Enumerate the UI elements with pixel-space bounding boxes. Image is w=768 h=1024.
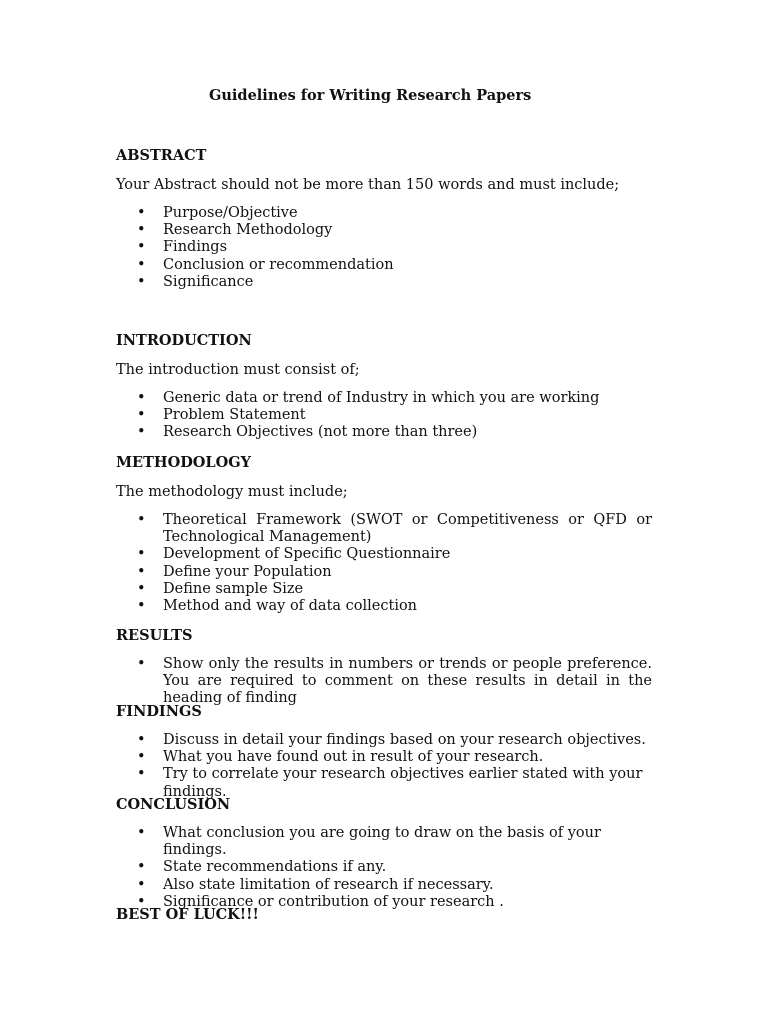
bullet-icon: • xyxy=(137,256,146,273)
list-item xyxy=(116,424,652,441)
list-item xyxy=(116,407,652,424)
bullet-icon: • xyxy=(137,580,146,597)
bullet-icon: • xyxy=(137,273,146,290)
section-heading-results: RESULTS xyxy=(116,627,193,644)
introduction-intro-text: The introduction must consist of; xyxy=(116,362,360,378)
list-item xyxy=(116,732,652,749)
list-item-text: Significance xyxy=(163,273,254,290)
list-item xyxy=(116,257,652,274)
list-item-text: Also state limitation of research if necessary. xyxy=(163,876,494,893)
bullet-icon: • xyxy=(137,407,146,424)
list-item xyxy=(116,546,652,563)
list-item-text: Purpose/Objective xyxy=(163,205,298,221)
findings-list xyxy=(116,732,652,801)
bullet-icon: • xyxy=(137,598,146,615)
section-heading-conclusion: CONCLUSION xyxy=(116,796,231,813)
list-item-text: Define sample Size xyxy=(163,580,304,597)
list-item-text: Generic data or trend of Industry in which you are working xyxy=(163,390,600,406)
bullet-icon: • xyxy=(137,732,146,748)
bullet-icon: • xyxy=(137,859,146,876)
section-heading-methodology: METHODOLOGY xyxy=(116,454,251,471)
list-item-text: Research Methodology xyxy=(163,222,333,239)
list-item xyxy=(116,512,652,546)
list-item xyxy=(116,564,652,581)
abstract-list xyxy=(116,205,652,291)
list-item-text: State recommendations if any. xyxy=(163,859,387,876)
section-heading-abstract: ABSTRACT xyxy=(116,147,207,164)
list-item xyxy=(116,656,652,708)
bullet-icon: • xyxy=(137,424,146,441)
list-item xyxy=(116,239,652,256)
section-heading-introduction: INTRODUCTION xyxy=(116,332,252,349)
introduction-list xyxy=(116,390,652,442)
bullet-icon: • xyxy=(137,512,146,528)
list-item-text: What you have found out in result of your research. xyxy=(163,749,544,766)
list-item-text: Define your Population xyxy=(163,563,332,580)
bullet-icon: • xyxy=(137,222,146,239)
closing-text: BEST OF LUCK!!! xyxy=(116,906,259,923)
list-item xyxy=(116,390,652,407)
conclusion-list xyxy=(116,825,652,911)
list-item xyxy=(116,222,652,239)
list-item xyxy=(116,825,652,859)
list-item-text: Significance or contribution of your research . xyxy=(163,893,504,910)
document-title: Guidelines for Writing Research Papers xyxy=(209,87,532,104)
list-item-text: Problem Statement xyxy=(163,407,306,424)
section-heading-findings: FINDINGS xyxy=(116,703,202,720)
abstract-intro-text: Your Abstract should not be more than 150 words and must include; xyxy=(116,177,620,193)
list-item-text: Try to correlate your research objectives earlier stated with your findings. xyxy=(163,766,643,800)
bullet-icon: • xyxy=(137,656,146,672)
list-item-text: Show only the results in numbers or trends or people preference. You are required to comment on these results in detail in the heading of finding xyxy=(163,656,652,707)
list-item xyxy=(116,859,652,876)
list-item-text: Discuss in detail your findings based on your research objectives. xyxy=(163,732,646,748)
bullet-icon: • xyxy=(137,749,146,766)
list-item-text: Findings xyxy=(163,239,228,256)
methodology-list xyxy=(116,512,652,615)
bullet-icon: • xyxy=(137,546,146,563)
list-item xyxy=(116,581,652,598)
list-item xyxy=(116,877,652,894)
list-item-text: Theoretical Framework (SWOT or Competitiveness or QFD or Technological Management) xyxy=(163,512,652,546)
bullet-icon: • xyxy=(137,390,146,406)
bullet-icon: • xyxy=(137,876,146,893)
bullet-icon: • xyxy=(137,766,146,783)
results-list xyxy=(116,656,652,708)
list-item-text: What conclusion you are going to draw on the basis of your findings. xyxy=(163,825,601,859)
list-item-text: Development of Specific Questionnaire xyxy=(163,546,451,563)
list-item xyxy=(116,749,652,766)
bullet-icon: • xyxy=(137,205,146,221)
list-item-text: Conclusion or recommendation xyxy=(163,256,394,273)
methodology-intro-text: The methodology must include; xyxy=(116,484,348,500)
list-item xyxy=(116,274,652,291)
bullet-icon: • xyxy=(137,893,146,910)
bullet-icon: • xyxy=(137,239,146,256)
list-item xyxy=(116,598,652,615)
bullet-icon: • xyxy=(137,825,146,841)
list-item xyxy=(116,205,652,222)
list-item-text: Method and way of data collection xyxy=(163,598,418,615)
list-item-text: Research Objectives (not more than three) xyxy=(163,424,478,441)
bullet-icon: • xyxy=(137,563,146,580)
